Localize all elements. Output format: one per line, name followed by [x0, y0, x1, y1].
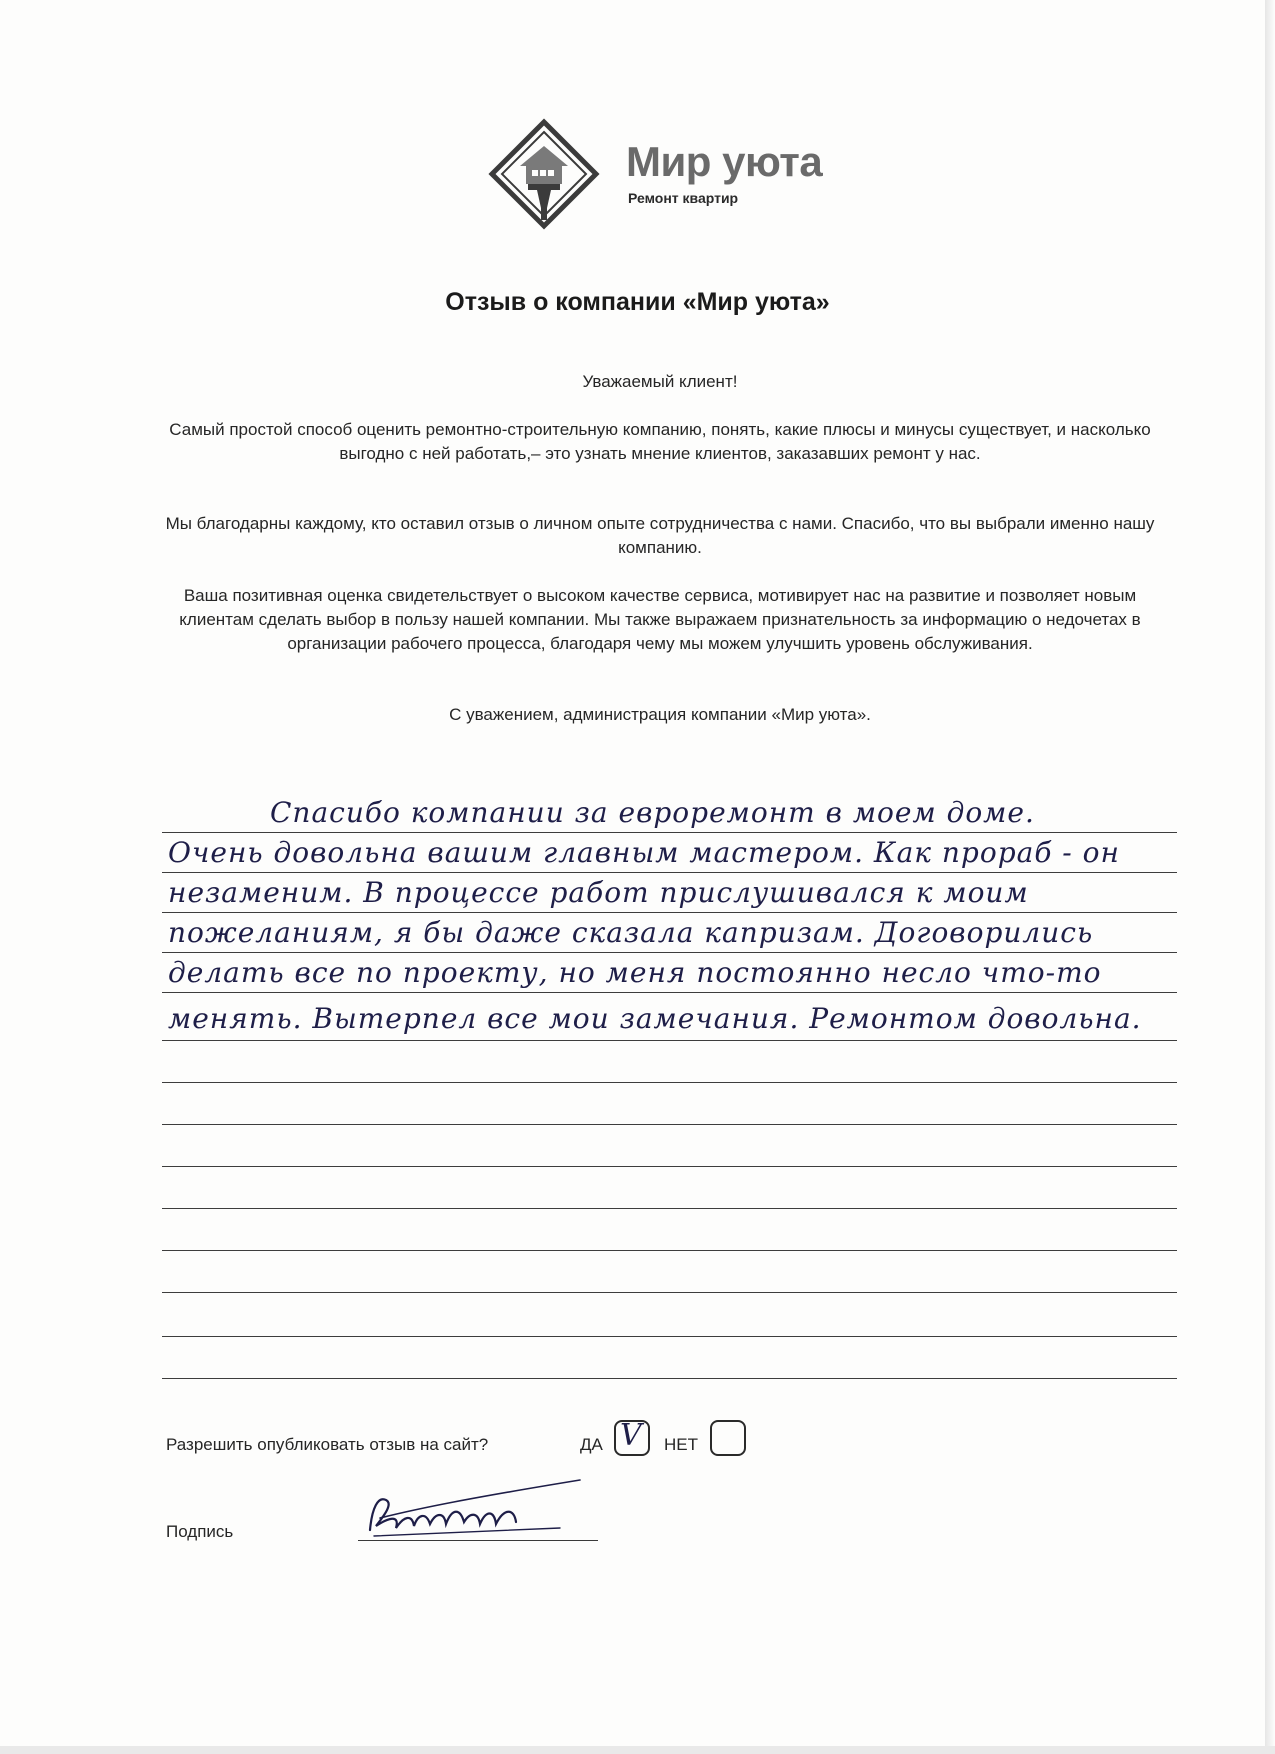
- handwritten-review-line: незаменим. В процессе работ прислушивался к моим: [168, 876, 1029, 909]
- no-label: НЕТ: [664, 1435, 698, 1454]
- review-line: [162, 832, 1177, 833]
- house-paintbrush-icon: [488, 118, 600, 230]
- publish-yes-checkbox[interactable]: [614, 1420, 650, 1456]
- scan-edge: [1265, 0, 1275, 1754]
- review-line: [162, 1292, 1177, 1293]
- publish-question: Разрешить опубликовать отзыв на сайт?: [166, 1435, 489, 1454]
- review-line: [162, 1378, 1177, 1379]
- company-logo: [488, 118, 848, 230]
- handwritten-signature: [360, 1478, 610, 1548]
- intro-paragraph-2: Мы благодарны каждому, кто оставил отзыв о личном опыте сотрудничества с нами. Спасибо, что вы выбрали именно нашу компанию.: [165, 514, 1155, 557]
- review-line: [162, 1082, 1177, 1083]
- review-line: [162, 1250, 1177, 1251]
- review-line: [162, 1336, 1177, 1337]
- review-line: [162, 1208, 1177, 1209]
- yes-label: ДА: [580, 1435, 603, 1454]
- checkmark-icon: V: [620, 1418, 642, 1453]
- scan-edge-bottom: [0, 1746, 1275, 1754]
- intro-paragraph-3: Ваша позитивная оценка свидетельствует о высоком качестве сервиса, мотивирует нас на развитие и позволяет новым клиентам сделать выбор в пользу нашей компании. Мы также выражаем признательность за информацию о недочетах в организации рабочего процесса, благодаря чему мы можем улучшить уровень обслуживания.: [179, 586, 1141, 653]
- closing-line: С уважением, администрация компании «Мир уюта».: [449, 705, 871, 724]
- handwritten-review-line: делать все по проекту, но меня постоянно несло что-то: [168, 956, 1102, 989]
- intro-paragraph-1: Самый простой способ оценить ремонтно-строительную компанию, понять, какие плюсы и минусы существует, и насколько выгодно с ней работать,– это узнать мнение клиентов, заказавших ремонт у нас.: [169, 420, 1151, 463]
- publish-no-checkbox[interactable]: [710, 1420, 746, 1456]
- review-line: [162, 992, 1177, 993]
- logo-tagline: Ремонт квартир: [628, 190, 739, 206]
- review-line: [162, 952, 1177, 953]
- logo-brand-name: Мир уюта: [626, 138, 823, 185]
- handwritten-review-line: пожеланиям, я бы даже сказала капризам. Договорились: [168, 916, 1094, 949]
- page-title: Отзыв о компании «Мир уюта»: [445, 288, 830, 316]
- review-line: [162, 1124, 1177, 1125]
- review-line: [162, 912, 1177, 913]
- handwritten-review-line: менять. Вытерпел все мои замечания. Ремонтом довольна.: [168, 1002, 1142, 1035]
- handwritten-review-line: Спасибо компании за евроремонт в моем доме.: [270, 796, 1035, 829]
- review-line: [162, 1040, 1177, 1041]
- greeting: Уважаемый клиент!: [582, 372, 738, 391]
- review-line: [162, 1166, 1177, 1167]
- handwritten-review-line: Очень довольна вашим главным мастером. Как прораб - он: [168, 836, 1120, 869]
- review-line: [162, 872, 1177, 873]
- signature-label: Подпись: [166, 1522, 234, 1541]
